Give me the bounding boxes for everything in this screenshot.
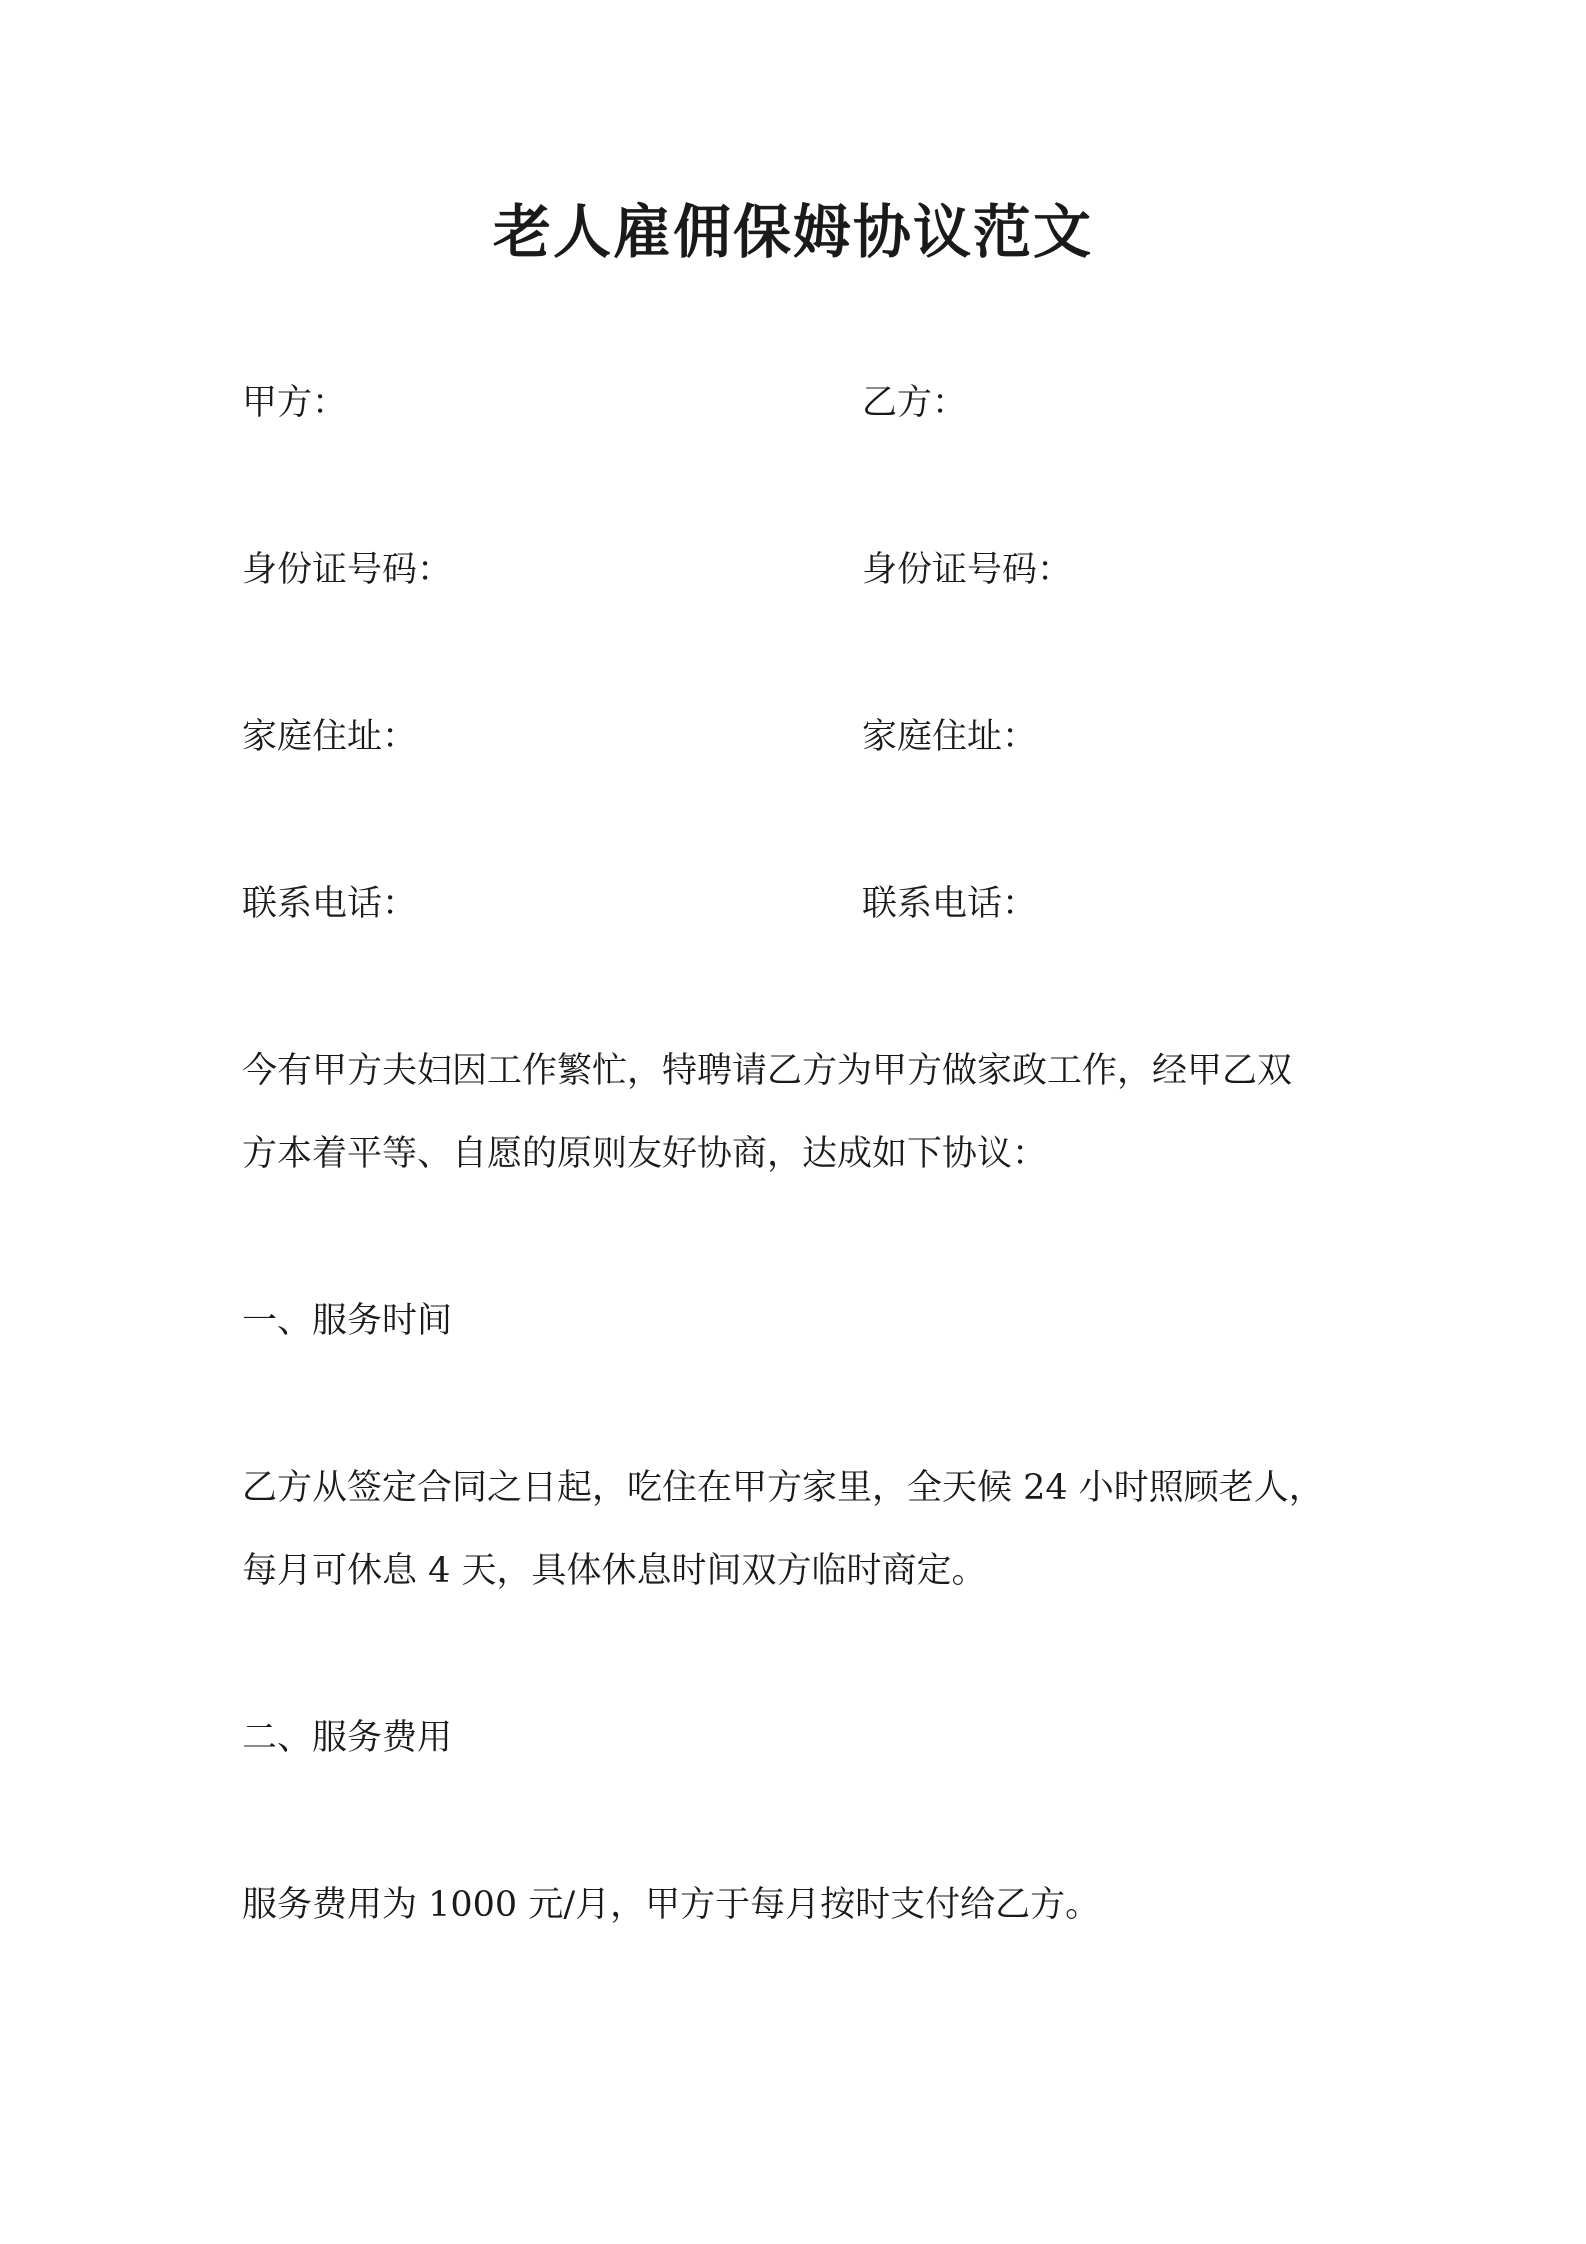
party-a-phone-label: 联系电话： xyxy=(242,884,418,924)
section-heading-service-fee: 二、服务费用 xyxy=(242,1718,453,1758)
party-b-address-label: 家庭住址： xyxy=(862,717,1038,757)
section-service-time-line-2: 每月可休息 4 天，具体休息时间双方临时商定。 xyxy=(242,1551,987,1591)
party-a-label: 甲方： xyxy=(242,383,348,423)
intro-line-2: 方本着平等、自愿的原则友好协商，达成如下协议： xyxy=(242,1134,1048,1174)
party-b-phone-label: 联系电话： xyxy=(862,884,1038,924)
party-b-label: 乙方： xyxy=(862,383,968,423)
section-service-fee-line-1: 服务费用为 1000 元/月，甲方于每月按时支付给乙方。 xyxy=(242,1885,1101,1925)
document-title: 老人雇佣保姆协议范文 xyxy=(492,198,1093,266)
section-service-time-line-1: 乙方从签定合同之日起，吃住在甲方家里，全天候 24 小时照顾老人， xyxy=(242,1468,1324,1508)
party-a-address-label: 家庭住址： xyxy=(242,717,418,757)
intro-line-1: 今有甲方夫妇因工作繁忙，特聘请乙方为甲方做家政工作，经甲乙双 xyxy=(242,1051,1293,1091)
section-heading-service-time: 一、服务时间 xyxy=(242,1301,453,1341)
party-a-id-label: 身份证号码： xyxy=(242,550,453,590)
party-b-id-label: 身份证号码： xyxy=(862,550,1073,590)
